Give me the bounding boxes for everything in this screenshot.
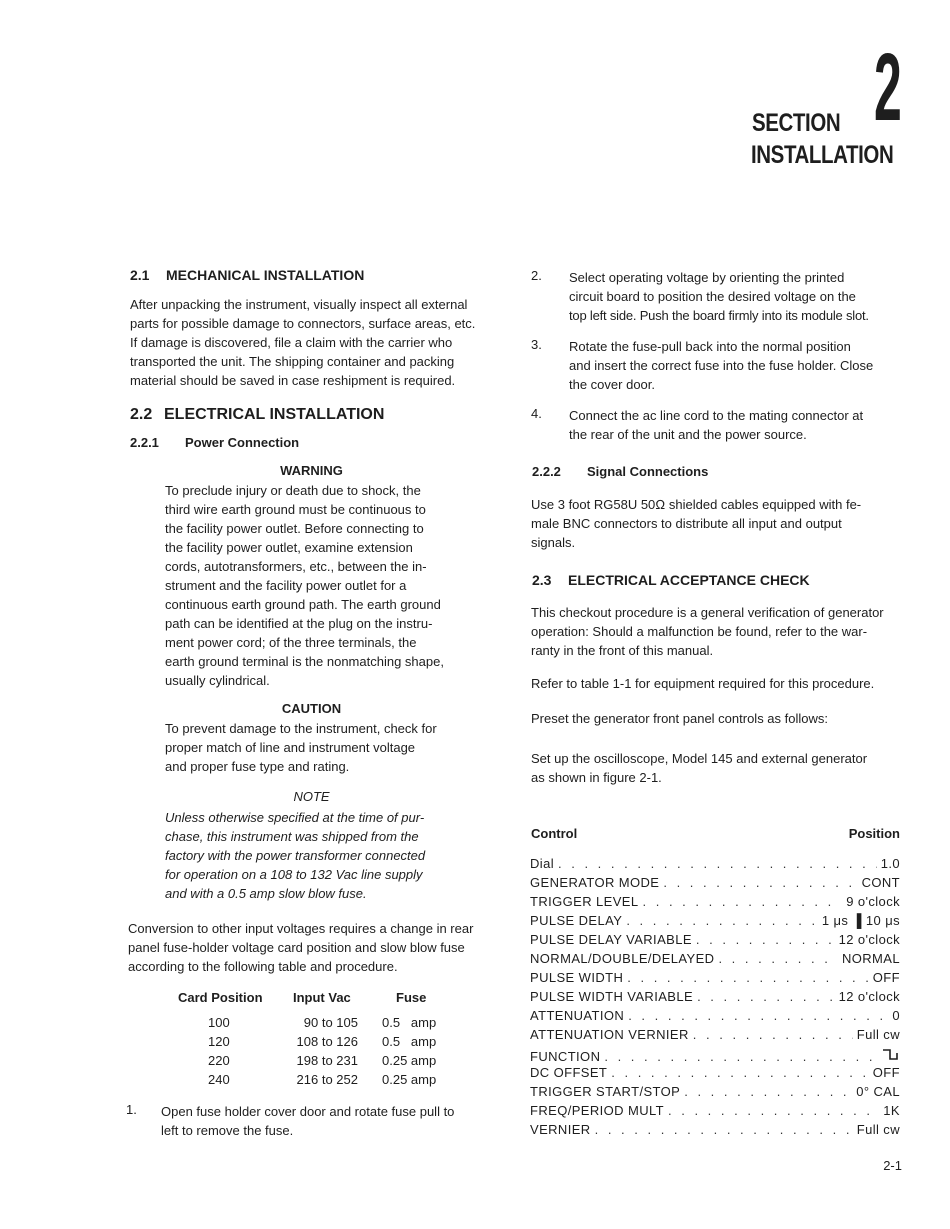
leader-dots	[626, 913, 818, 928]
control-label: PULSE DELAY	[530, 913, 623, 928]
leader-dots	[697, 989, 835, 1004]
control-label: PULSE WIDTH	[530, 970, 624, 985]
control-row-freq-period-mult	[530, 1103, 900, 1122]
text-line: Unless otherwise specified at the time of pur-	[165, 810, 425, 825]
control-label: GENERATOR MODE	[530, 875, 660, 890]
control-row-pulse-delay	[530, 913, 900, 932]
text-line: factory with the power transformer connected	[165, 848, 426, 863]
text-line: ment power cord; of the three terminals, the	[165, 635, 417, 650]
control-value: OFF	[872, 1065, 900, 1080]
caution-title: CAUTION	[281, 701, 342, 716]
pulse-waveform-icon	[882, 1046, 900, 1061]
text-line: Use 3 foot RG58U 50Ω shielded cables equipped with fe-	[531, 497, 862, 512]
step-3-text	[569, 337, 901, 394]
heading-2-2-1-number: 2.2.1	[130, 435, 159, 450]
caution-text	[165, 719, 458, 776]
fuse-table-header: Input Vac	[293, 990, 351, 1005]
warning-title: WARNING	[280, 463, 343, 478]
text-line: Select operating voltage by orienting the printed	[569, 270, 845, 285]
control-value: 0° CAL	[856, 1084, 900, 1099]
heading-2-3-number: 2.3	[532, 572, 552, 588]
control-row-normal-double-delayed	[530, 951, 900, 970]
warning-text	[165, 481, 458, 690]
text-line: After unpacking the instrument, visually inspect all external	[130, 297, 468, 312]
text-line: proper match of line and instrument voltage	[165, 740, 416, 755]
text-line: continuous earth ground path. The earth ground	[165, 597, 441, 612]
control-row-pulse-width-variable	[530, 989, 900, 1008]
section-number: 2	[874, 34, 902, 141]
leader-dots	[718, 951, 838, 966]
text-line: circuit board to position the desired voltage on the	[569, 289, 856, 304]
text-line: Set up the oscilloscope, Model 145 and external generator	[531, 751, 868, 766]
control-value: OFF	[872, 970, 900, 985]
control-row-trigger-level	[530, 894, 900, 913]
control-value: 1 μs ▐ 10 μs	[821, 913, 900, 928]
control-row-trigger-start-stop	[530, 1084, 900, 1103]
note-text	[165, 808, 458, 903]
fuse-table-cell: 0.25 amp	[382, 1072, 437, 1087]
text-line: strument and the facility power outlet for a	[165, 578, 407, 593]
leader-dots	[696, 932, 835, 947]
fuse-table-cell: 90 to 105	[303, 1015, 358, 1030]
text-line: the cover door.	[569, 377, 655, 392]
step-number: 1.	[126, 1102, 137, 1117]
heading-2-2: ELECTRICAL INSTALLATION	[164, 406, 385, 423]
fuse-table-cell: 100	[208, 1015, 230, 1030]
note-title: NOTE	[293, 789, 330, 804]
control-label: Dial	[530, 856, 554, 871]
text-line: and with a 0.5 amp slow blow fuse.	[165, 886, 367, 901]
preset-text: Preset the generator front panel controls as follows:	[531, 711, 828, 726]
leader-dots	[693, 1027, 853, 1042]
refer-table-text: Refer to table 1-1 for equipment required for this procedure.	[531, 676, 875, 691]
text-line: third wire earth ground must be continuous to	[165, 502, 426, 517]
control-value: Full cw	[856, 1027, 900, 1042]
control-row-dc-offset	[530, 1065, 900, 1084]
control-row-pulse-delay-variable	[530, 932, 900, 951]
text-line: signals.	[531, 535, 576, 550]
fuse-table-cell: 120	[208, 1034, 230, 1049]
control-label: DC OFFSET	[530, 1065, 608, 1080]
fuse-table-cell: 108 to 126	[296, 1034, 358, 1049]
control-row-function	[530, 1046, 900, 1065]
text-line: usually cylindrical.	[165, 673, 270, 688]
control-value: 1.0	[880, 856, 900, 871]
step-number: 3.	[531, 337, 542, 352]
control-label: TRIGGER LEVEL	[530, 894, 639, 909]
fuse-table-header: Fuse	[396, 990, 427, 1005]
control-row-attenuation-vernier	[530, 1027, 900, 1046]
controls-header-position: Position	[848, 826, 900, 841]
control-label: ATTENUATION	[530, 1008, 625, 1023]
text-line: material should be saved in case reshipment is required.	[130, 373, 456, 388]
heading-2-1-number: 2.1	[130, 267, 150, 283]
control-label: VERNIER	[530, 1122, 591, 1137]
step-2-text	[569, 268, 901, 325]
heading-2-3: ELECTRICAL ACCEPTANCE CHECK	[568, 572, 810, 588]
mechanical-paragraph	[130, 295, 496, 390]
fuse-table-cell: 216 to 252	[296, 1072, 358, 1087]
fuse-table-header: Card Position	[178, 990, 263, 1005]
conversion-paragraph	[128, 919, 494, 976]
text-line: and proper fuse type and rating.	[165, 759, 350, 774]
text-line: as shown in figure 2-1.	[531, 770, 662, 785]
fuse-table	[170, 990, 460, 1090]
page-number: 2-1	[883, 1158, 902, 1173]
text-line: left to remove the fuse.	[161, 1123, 294, 1138]
leader-dots	[668, 1103, 879, 1118]
fuse-table-cell: 0.5 amp	[382, 1034, 437, 1049]
leader-dots	[627, 970, 869, 985]
control-row-vernier	[530, 1122, 900, 1141]
heading-2-2-number: 2.2	[130, 406, 153, 423]
controls-header-control: Control	[531, 826, 578, 841]
fuse-table-cell: 198 to 231	[296, 1053, 358, 1068]
control-value: CONT	[861, 875, 900, 890]
control-value: 1K	[883, 1103, 900, 1118]
control-value: NORMAL	[841, 951, 900, 966]
text-line: This checkout procedure is a general verification of generator	[531, 605, 884, 620]
text-line: Open fuse holder cover door and rotate fuse pull to	[161, 1104, 455, 1119]
acceptance-text	[531, 603, 900, 660]
control-label: FUNCTION	[530, 1049, 601, 1064]
control-label: NORMAL/DOUBLE/DELAYED	[530, 951, 715, 966]
text-line: top left side. Push the board firmly into its module slot.	[569, 308, 869, 323]
text-line: the rear of the unit and the power source.	[569, 427, 807, 442]
text-line: according to the following table and procedure.	[128, 959, 398, 974]
leader-dots	[604, 1049, 878, 1064]
text-line: earth ground terminal is the nonmatching shape,	[165, 654, 444, 669]
section-title: INSTALLATION	[751, 141, 894, 169]
fuse-table-cell: 0.5 amp	[382, 1015, 437, 1030]
text-line: If damage is discovered, file a claim with the carrier who	[130, 335, 453, 350]
text-line: the facility power outlet, examine extension	[165, 540, 413, 555]
text-line: transported the unit. The shipping container and packing	[130, 354, 455, 369]
step-4-text	[569, 406, 901, 444]
text-line: panel fuse-holder voltage card position and slow blow fuse	[128, 940, 465, 955]
heading-2-1: MECHANICAL INSTALLATION	[166, 267, 365, 283]
text-line: operation: Should a malfunction be found, refer to the war-	[531, 624, 868, 639]
text-line: path can be identified at the plug on the instru-	[165, 616, 433, 631]
text-line: and insert the correct fuse into the fuse holder. Close	[569, 358, 874, 373]
leader-dots	[643, 894, 843, 909]
text-line: parts for possible damage to connectors, surface areas, etc.	[130, 316, 476, 331]
section-label: SECTION	[752, 109, 841, 137]
leader-dots	[611, 1065, 869, 1080]
text-line: male BNC connectors to distribute all input and output	[531, 516, 842, 531]
control-label: TRIGGER START/STOP	[530, 1084, 681, 1099]
text-line: Connect the ac line cord to the mating connector at	[569, 408, 864, 423]
control-value: 0	[892, 1008, 900, 1023]
signal-connections-text	[531, 495, 900, 552]
text-line: chase, this instrument was shipped from the	[165, 829, 419, 844]
text-line: Rotate the fuse-pull back into the normal position	[569, 339, 851, 354]
heading-2-2-2-number: 2.2.2	[532, 464, 561, 479]
step-number: 2.	[531, 268, 542, 283]
heading-2-2-2: Signal Connections	[587, 464, 709, 479]
leader-dots	[628, 1008, 888, 1023]
text-line: the facility power outlet. Before connecting to	[165, 521, 424, 536]
heading-2-2-1: Power Connection	[185, 435, 300, 450]
leader-dots	[595, 1122, 853, 1137]
control-label: PULSE WIDTH VARIABLE	[530, 989, 694, 1004]
control-row-attenuation	[530, 1008, 900, 1027]
fuse-table-cell: 220	[208, 1053, 230, 1068]
text-line: ranty in the front of this manual.	[531, 643, 714, 658]
control-value: Full cw	[856, 1122, 900, 1137]
control-row-pulse-width	[530, 970, 900, 989]
leader-dots	[684, 1084, 852, 1099]
text-line: To preclude injury or death due to shock, the	[165, 483, 421, 498]
control-label: PULSE DELAY VARIABLE	[530, 932, 692, 947]
fuse-table-cell: 240	[208, 1072, 230, 1087]
control-value: 9 o'clock	[846, 894, 900, 909]
control-value: 12 o'clock	[838, 989, 900, 1004]
text-line: cords, autotransformers, etc., between the in-	[165, 559, 427, 574]
leader-dots	[558, 856, 877, 871]
fuse-table-cell: 0.25 amp	[382, 1053, 437, 1068]
leader-dots	[663, 875, 857, 890]
text-line: Conversion to other input voltages requires a change in rear	[128, 921, 474, 936]
text-line: To prevent damage to the instrument, check for	[165, 721, 437, 736]
text-line: for operation on a 108 to 132 Vac line supply	[165, 867, 423, 882]
step-1-text	[161, 1102, 492, 1140]
setup-text	[531, 749, 900, 787]
control-value: 12 o'clock	[838, 932, 900, 947]
control-label: FREQ/PERIOD MULT	[530, 1103, 665, 1118]
control-row-generator-mode	[530, 875, 900, 894]
step-number: 4.	[531, 406, 542, 421]
control-row-dial	[530, 856, 900, 875]
control-label: ATTENUATION VERNIER	[530, 1027, 689, 1042]
